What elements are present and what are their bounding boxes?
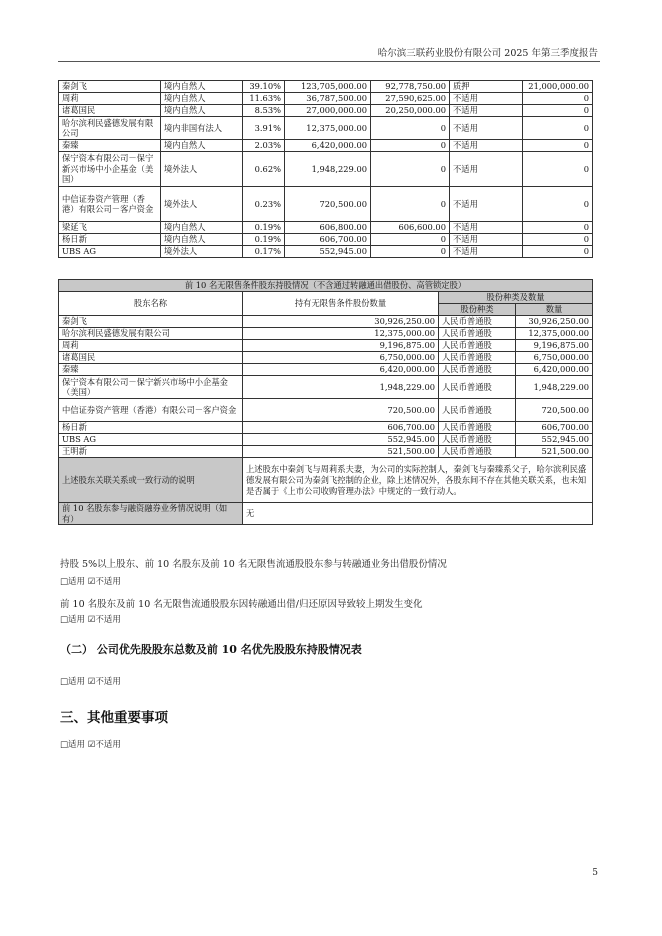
top10-shareholders-table: [58, 80, 593, 258]
shareholder-name: 周莉: [59, 93, 161, 105]
shareholder-name: 保宁资本有限公司－保宁新兴市场中小企基金（美国）: [59, 152, 161, 187]
shareholder-type: 境内自然人: [161, 234, 243, 246]
share-num: 720,500.00: [516, 399, 593, 422]
table-row: [59, 434, 593, 446]
pledge-quantity: 0: [523, 222, 593, 234]
restricted-shares: 20,250,000.00: [371, 105, 450, 117]
table-row: [59, 234, 593, 246]
unrestricted-table-title: 前 10 名无限售条件股东持股情况（不含通过转融通出借股份、高管锁定股）: [59, 280, 593, 292]
pledge-status: 不适用: [450, 222, 523, 234]
share-num: 6,420,000.00: [516, 364, 593, 376]
shareholder-type: 境内自然人: [161, 140, 243, 152]
pledge-quantity: 0: [523, 93, 593, 105]
shares-held: 552,945.00: [285, 246, 371, 258]
restricted-shares: 0: [371, 234, 450, 246]
shareholder-name: 杨日新: [59, 234, 161, 246]
table-row: [59, 140, 593, 152]
shares-held: 36,787,500.00: [285, 93, 371, 105]
shares-held: 720,500.00: [285, 187, 371, 222]
restricted-shares: 0: [371, 152, 450, 187]
note-change-checkbox: □适用 ☑不适用: [60, 615, 121, 625]
unrestricted-qty: 9,196,875.00: [243, 340, 439, 352]
holding-percentage: 0.62%: [243, 152, 285, 187]
pledge-quantity: 0: [523, 246, 593, 258]
table-row: [59, 246, 593, 258]
shareholder-name: 诸葛国民: [59, 105, 161, 117]
unrestricted-qty: 6,750,000.00: [243, 352, 439, 364]
holding-percentage: 11.63%: [243, 93, 285, 105]
col-header-qty: 持有无限售条件股份数量: [243, 292, 439, 316]
table-row: [59, 446, 593, 458]
col-header-type: 股份种类: [439, 304, 516, 316]
shareholder-name: 诸葛国民: [59, 352, 243, 364]
shareholder-type: 境外法人: [161, 187, 243, 222]
shares-held: 606,800.00: [285, 222, 371, 234]
table-row: [59, 340, 593, 352]
holding-percentage: 0.17%: [243, 246, 285, 258]
table-row: [59, 316, 593, 328]
share-type: 人民币普通股: [439, 446, 516, 458]
share-num: 521,500.00: [516, 446, 593, 458]
unrestricted-qty: 30,926,250.00: [243, 316, 439, 328]
shareholder-type: 境内自然人: [161, 81, 243, 93]
pledge-status: 不适用: [450, 105, 523, 117]
shareholder-name: 秦臻: [59, 140, 161, 152]
pledge-quantity: 0: [523, 152, 593, 187]
share-num: 30,926,250.00: [516, 316, 593, 328]
pledge-quantity: 0: [523, 105, 593, 117]
pledge-quantity: 0: [523, 187, 593, 222]
unrestricted-qty: 606,700.00: [243, 422, 439, 434]
holding-percentage: 8.53%: [243, 105, 285, 117]
shareholder-type: 境内自然人: [161, 93, 243, 105]
share-num: 6,750,000.00: [516, 352, 593, 364]
table-row: [59, 93, 593, 105]
share-type: 人民币普通股: [439, 434, 516, 446]
shareholder-type: 境内非国有法人: [161, 117, 243, 140]
relation-label: 上述股东关联关系或一致行动的说明: [59, 458, 243, 503]
unrestricted-qty: 552,945.00: [243, 434, 439, 446]
restricted-shares: 606,600.00: [371, 222, 450, 234]
table-row: [59, 222, 593, 234]
share-num: 12,375,000.00: [516, 328, 593, 340]
share-type: 人民币普通股: [439, 340, 516, 352]
pledge-status: 不适用: [450, 152, 523, 187]
pledge-quantity: 0: [523, 117, 593, 140]
shares-held: 27,000,000.00: [285, 105, 371, 117]
pledge-status: 不适用: [450, 187, 523, 222]
shareholder-name: 中信证券资产管理（香港）有限公司－客户资金: [59, 399, 243, 422]
table-row: [59, 503, 593, 525]
restricted-shares: 0: [371, 187, 450, 222]
share-num: 1,948,229.00: [516, 376, 593, 399]
margin-trading-text: 无: [243, 503, 593, 525]
pledge-quantity: 21,000,000.00: [523, 81, 593, 93]
unrestricted-qty: 720,500.00: [243, 399, 439, 422]
table-row: [59, 152, 593, 187]
pledge-status: 质押: [450, 81, 523, 93]
share-num: 552,945.00: [516, 434, 593, 446]
page-number: 5: [592, 868, 598, 878]
restricted-shares: 0: [371, 140, 450, 152]
unrestricted-shareholders-table: [58, 279, 593, 525]
table-row: [59, 376, 593, 399]
share-type: 人民币普通股: [439, 316, 516, 328]
shareholder-name: 哈尔滨利民盛德发展有限公司: [59, 117, 161, 140]
shareholder-name: 哈尔滨利民盛德发展有限公司: [59, 328, 243, 340]
unrestricted-qty: 521,500.00: [243, 446, 439, 458]
pledge-quantity: 0: [523, 140, 593, 152]
share-num: 606,700.00: [516, 422, 593, 434]
pledge-status: 不适用: [450, 246, 523, 258]
shares-held: 606,700.00: [285, 234, 371, 246]
unrestricted-qty: 12,375,000.00: [243, 328, 439, 340]
restricted-shares: 92,778,750.00: [371, 81, 450, 93]
pledge-status: 不适用: [450, 117, 523, 140]
holding-percentage: 0.19%: [243, 222, 285, 234]
header-divider: [58, 61, 600, 62]
share-type: 人民币普通股: [439, 328, 516, 340]
shareholder-name: 保宁资本有限公司－保宁新兴市场中小企基金（美国）: [59, 376, 243, 399]
table-row: [59, 458, 593, 503]
share-num: 9,196,875.00: [516, 340, 593, 352]
pledge-status: 不适用: [450, 140, 523, 152]
table-row: [59, 187, 593, 222]
table-row: [59, 105, 593, 117]
table-row: [59, 117, 593, 140]
table-row: [59, 364, 593, 376]
shareholder-name: 梁延飞: [59, 222, 161, 234]
shares-held: 12,375,000.00: [285, 117, 371, 140]
pledge-quantity: 0: [523, 234, 593, 246]
share-type: 人民币普通股: [439, 352, 516, 364]
table-row: [59, 81, 593, 93]
unrestricted-qty: 6,420,000.00: [243, 364, 439, 376]
shareholder-name: 中信证券资产管理（香港）有限公司－客户资金: [59, 187, 161, 222]
holding-percentage: 0.23%: [243, 187, 285, 222]
shareholder-name: 杨日新: [59, 422, 243, 434]
shareholder-type: 境内自然人: [161, 105, 243, 117]
note-lending-change: 前 10 名股东及前 10 名无限售流通股股东因转融通出借/归还原因导致较上期发生变化: [60, 599, 423, 610]
restricted-shares: 0: [371, 246, 450, 258]
margin-trading-label: 前 10 名股东参与融资融券业务情况说明（如有）: [59, 503, 243, 525]
pledge-status: 不适用: [450, 234, 523, 246]
shareholder-name: UBS AG: [59, 246, 161, 258]
section-other-matters-title: 三、其他重要事项: [60, 710, 168, 726]
table-row: [59, 422, 593, 434]
holding-percentage: 3.91%: [243, 117, 285, 140]
table-row: [59, 352, 593, 364]
report-header-title: 哈尔滨三联药业股份有限公司 2025 年第三季度报告: [377, 48, 598, 59]
note-lending-checkbox: □适用 ☑不适用: [60, 577, 121, 587]
shareholder-type: 境内自然人: [161, 222, 243, 234]
col-header-type-group: 股份种类及数量: [439, 292, 593, 304]
table-row: [59, 399, 593, 422]
shares-held: 6,420,000.00: [285, 140, 371, 152]
note-lending-participation: 持股 5%以上股东、前 10 名股东及前 10 名无限售流通股股东参与转融通业务出借股份情况: [60, 559, 447, 570]
holding-percentage: 0.19%: [243, 234, 285, 246]
restricted-shares: 27,590,625.00: [371, 93, 450, 105]
holding-percentage: 39.10%: [243, 81, 285, 93]
section-preferred-shares-title: （二） 公司优先股股东总数及前 10 名优先股股东持股情况表: [60, 643, 362, 656]
shareholder-name: UBS AG: [59, 434, 243, 446]
col-header-name: 股东名称: [59, 292, 243, 316]
holding-percentage: 2.03%: [243, 140, 285, 152]
section-preferred-shares-checkbox: □适用 ☑不适用: [60, 677, 121, 687]
shares-held: 123,705,000.00: [285, 81, 371, 93]
shareholder-name: 秦臻: [59, 364, 243, 376]
shareholder-name: 周莉: [59, 340, 243, 352]
col-header-num: 数量: [516, 304, 593, 316]
restricted-shares: 0: [371, 117, 450, 140]
relation-text: 上述股东中秦剑飞与周莉系夫妻，为公司的实际控制人，秦剑飞与秦臻系父子，哈尔滨利民盛德发展有限公司为秦剑飞控制的企业，除上述情况外，各股东间不存在其他关联关系，也未知是否属于《上市公司收购管理办法》中规定的一致行动人。: [243, 458, 593, 503]
shareholder-name: 秦剑飞: [59, 316, 243, 328]
share-type: 人民币普通股: [439, 399, 516, 422]
shareholder-type: 境外法人: [161, 246, 243, 258]
section-other-matters-checkbox: □适用 ☑不适用: [60, 740, 121, 750]
shares-held: 1,948,229.00: [285, 152, 371, 187]
share-type: 人民币普通股: [439, 364, 516, 376]
share-type: 人民币普通股: [439, 376, 516, 399]
unrestricted-qty: 1,948,229.00: [243, 376, 439, 399]
table-row: [59, 328, 593, 340]
shareholder-name: 王明新: [59, 446, 243, 458]
shareholder-type: 境外法人: [161, 152, 243, 187]
pledge-status: 不适用: [450, 93, 523, 105]
share-type: 人民币普通股: [439, 422, 516, 434]
shareholder-name: 秦剑飞: [59, 81, 161, 93]
